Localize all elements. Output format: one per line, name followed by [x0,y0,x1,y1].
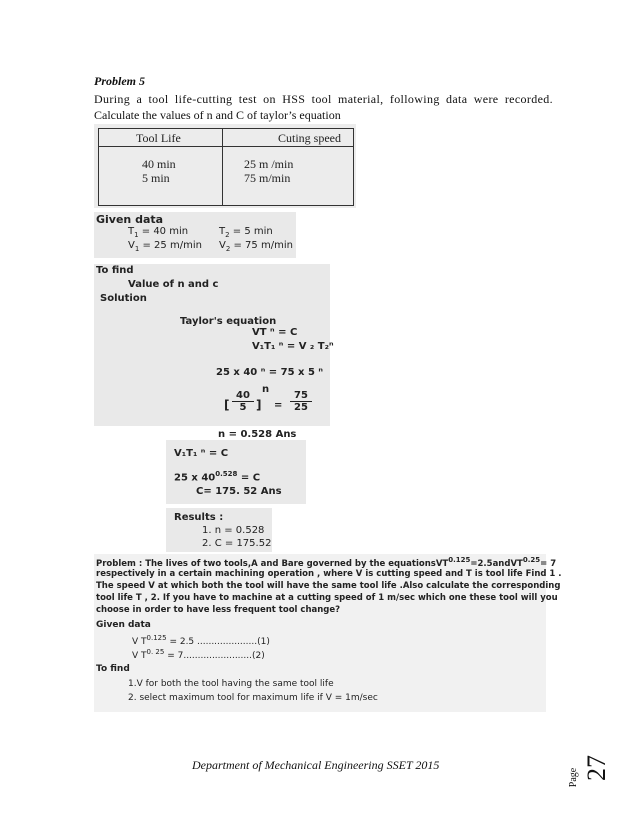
given-v1: $V_1 = 25$ m/min [128,240,202,253]
problem-6-line: The speed V at which both the tool will have the same tool life .Also calculate the corresponding [96,581,561,591]
to-find-value: Value of n and c [128,279,219,290]
to-find-heading: To find [96,664,130,674]
to-find-item: 1.V for both the tool having the same tool life [128,679,334,689]
given-v2: $V_2 = 75$ m/min [219,240,293,253]
problem-6-line: Problem : The lives of two tools,A and Bare governed by the equationsVT$^{0.125}$=2.5andVT$^{0.25}$= 7 [96,556,557,569]
problem-6-line: tool life T , 2. If you have to machine at a cutting speed of 1 m/sec which one these tool will you [96,593,558,603]
equation: 25 x 40 ⁿ = 75 x 5 ⁿ [216,367,323,378]
equation: V₁T₁ ⁿ = C [174,448,229,459]
taylor-equation-label: Taylor's equation [180,316,277,327]
table-cell: 25 m /min [244,157,294,171]
equation: V $T^{0.125} = 2.5$ .....................(1) [132,634,270,647]
equation: VT ⁿ = C [252,327,298,338]
results-block [166,508,272,552]
problem-6-block [94,554,562,712]
table-cell: 40 min [142,157,176,171]
table-cell: 5 min [142,171,170,185]
problem-6-line: choose in order to have less frequent tool change? [96,605,341,615]
table-header-tool-life: Tool Life [136,131,181,145]
problem-text-line-1: During a tool life-cutting test on HSS tool material, following data were recorded. [94,92,553,106]
problem-6-line: respectively in a certain machining operation , where V is cutting speed and T is tool life Find 1 . [96,569,562,579]
results-title: Results : [174,512,224,523]
equation: V $T^{0. 25} = 7........................(2)$ [132,648,265,661]
fraction-numerator: 75 [294,390,308,401]
table-header-cutting-speed: Cuting speed [278,131,341,145]
c-answer: C= 175. 52 Ans [196,486,282,497]
c-calculation-block [166,440,306,504]
result-item: 1. n = 0.528 [202,525,265,536]
given-t1: $T_1 = 40$ min [128,226,189,239]
page-number: 27 [582,755,611,781]
given-title: Given data [96,620,151,630]
table-cell: 75 m/min [244,171,291,185]
given-title: Given data [96,213,164,226]
tool-life-table [94,124,356,208]
fraction-denominator: 25 [290,401,312,413]
solution-block [94,264,334,426]
equation: V₁T₁ ⁿ = V ₂ T₂ⁿ [252,341,334,352]
page-label: Page [568,767,580,788]
to-find-heading: To find [96,265,134,276]
page-number-block [568,750,611,800]
bracket: ] [256,398,262,412]
problem-heading: Problem 5 [94,74,145,88]
fraction-40-over-5 [232,390,254,413]
fraction-75-over-25 [290,390,312,413]
to-find-item: 2. select maximum tool for maximum life if V = 1m/sec [128,693,378,703]
fraction-denominator: 5 [232,401,254,413]
result-item: 2. C = 175.52 [202,538,272,549]
solution-heading: Solution [100,293,147,304]
bracket: [ [224,398,230,412]
exponent-n: n [262,384,270,395]
fraction-numerator: 40 [236,390,250,401]
problem-text-line-2: Calculate the values of n and C of taylor’s equation [94,108,341,122]
equals-sign: = [274,400,283,411]
equation: 25 x $40^{0.528} = C$ [174,470,261,484]
footer-text: Department of Mechanical Engineering SSET 2015 [192,758,440,772]
given-t2: $T_2 = 5$ min [219,226,273,239]
given-data-block [94,212,296,258]
n-answer: n = 0.528 Ans [218,429,297,440]
